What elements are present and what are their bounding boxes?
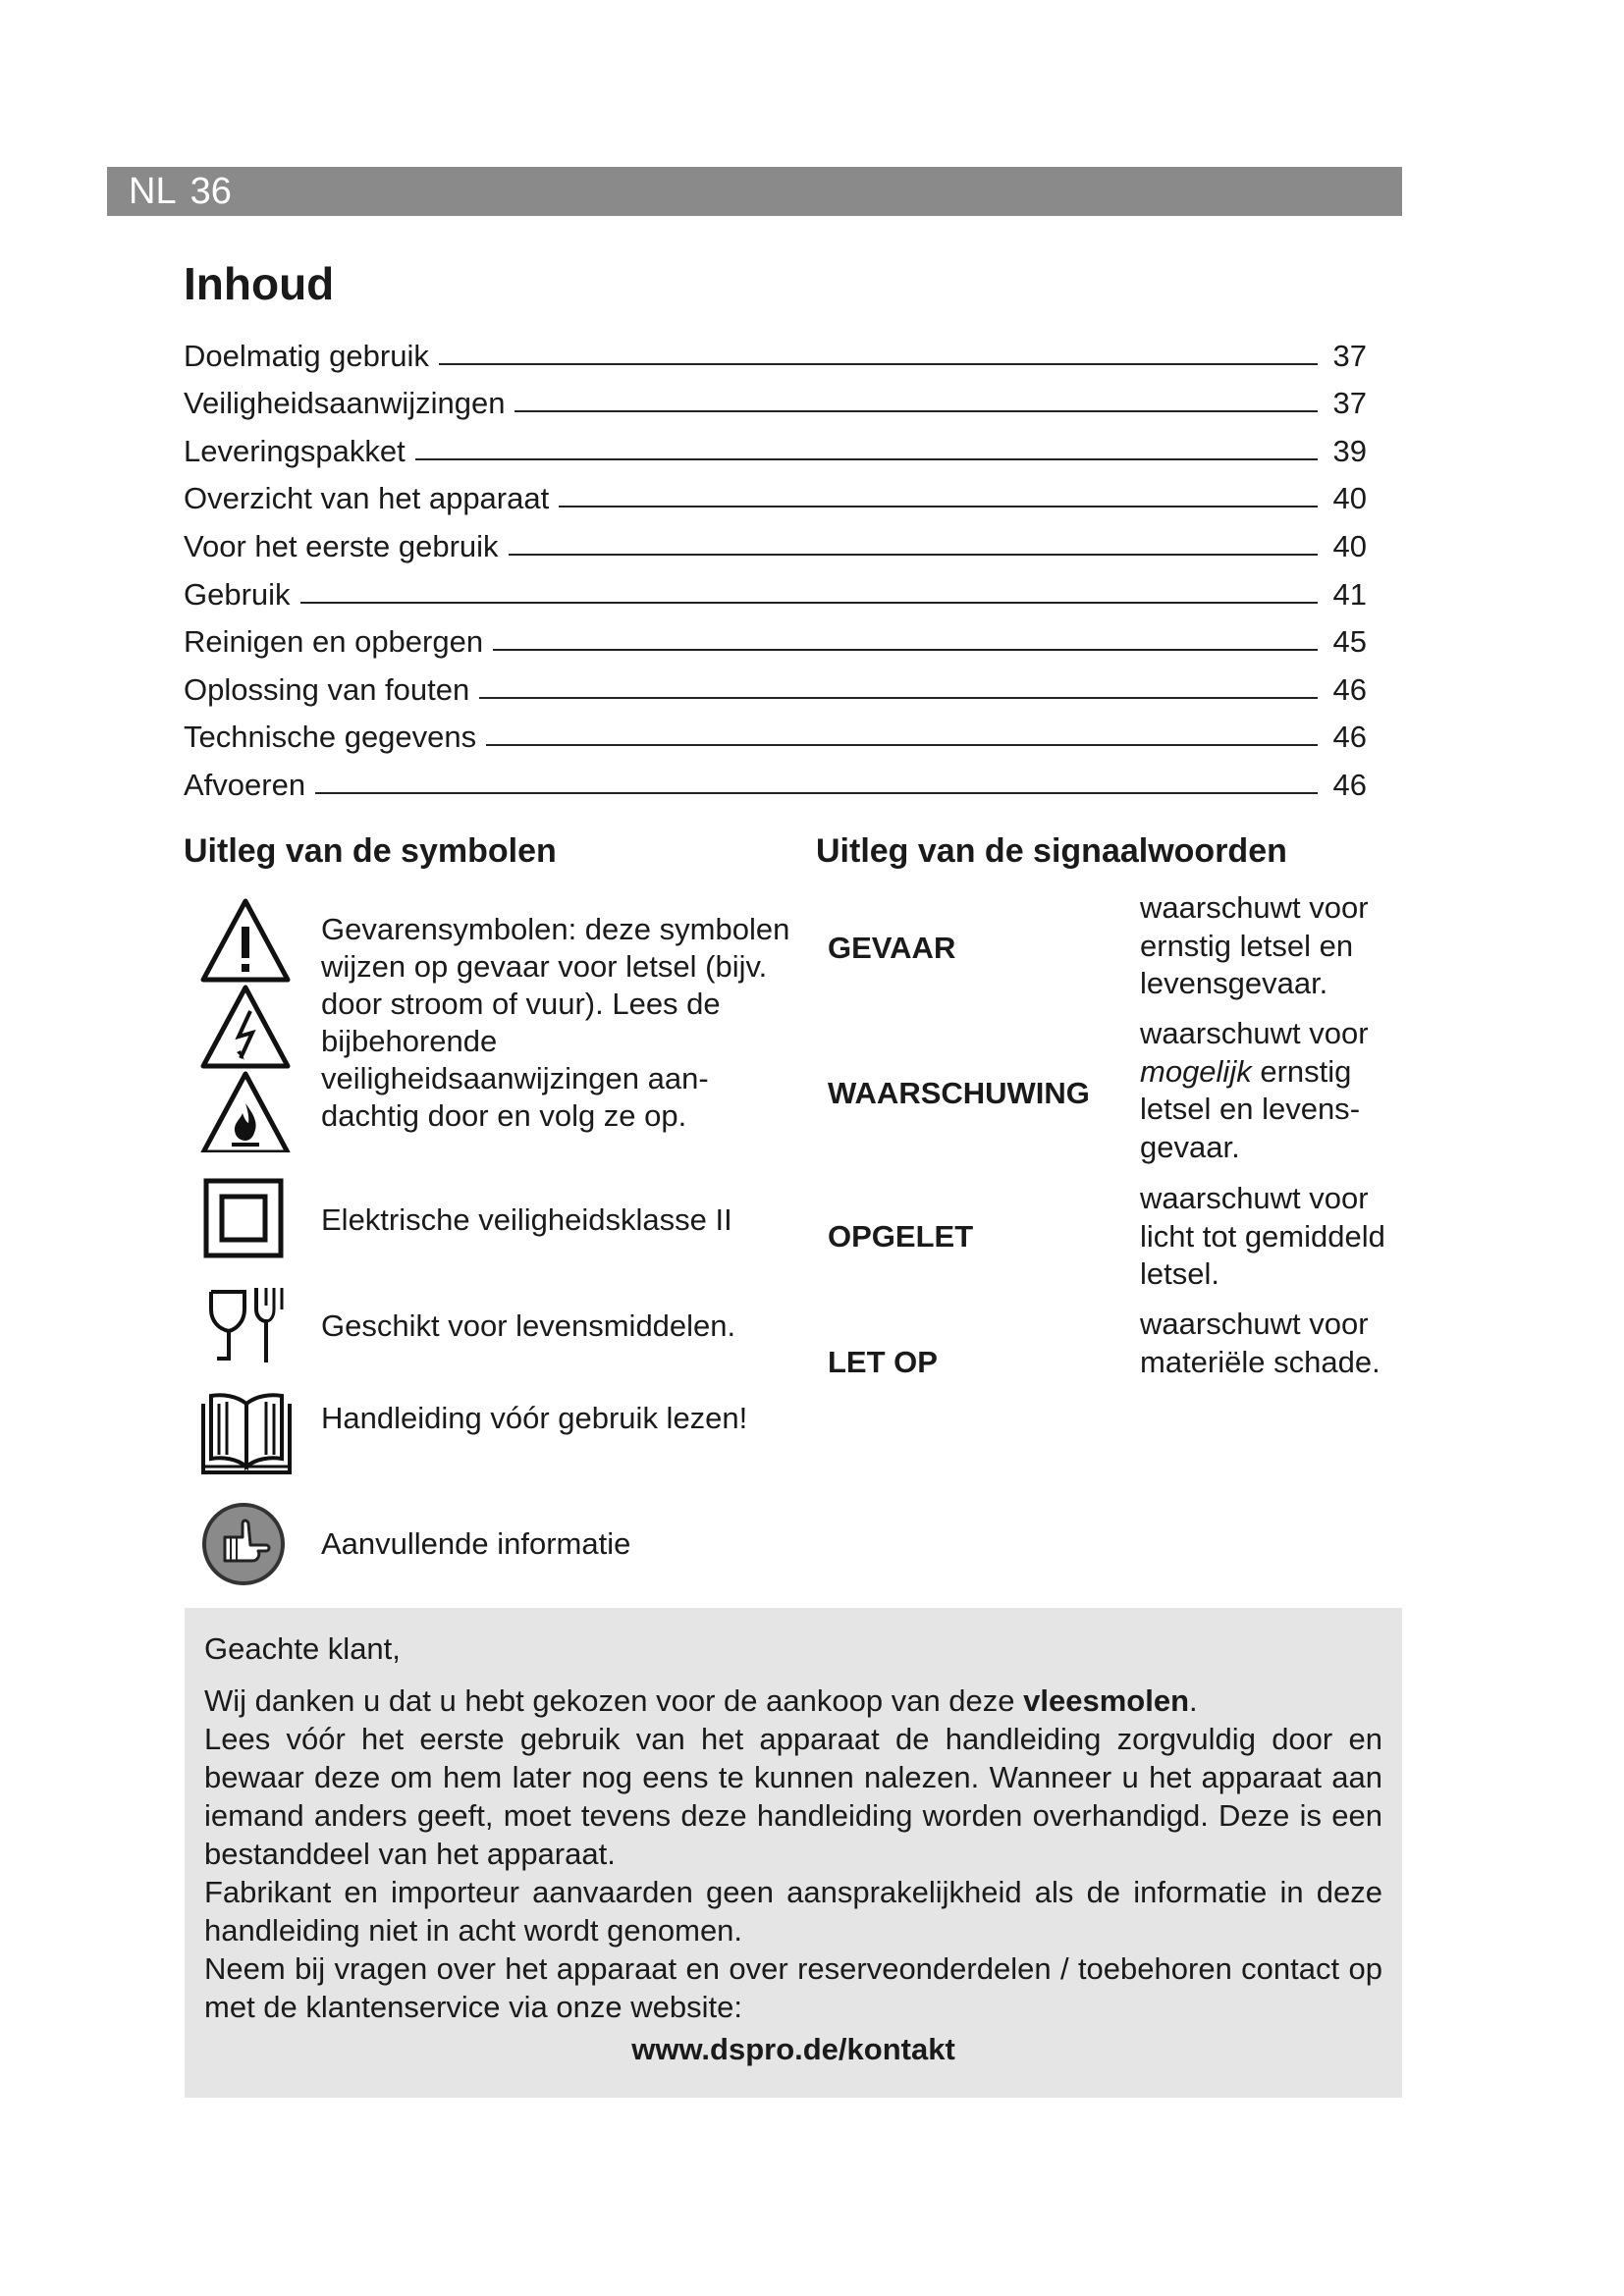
toc-item-label: Veiligheidsaanwijzingen <box>184 386 506 421</box>
signal-word-opgelet: OPGELET <box>828 1219 974 1254</box>
read-manual-entry <box>184 1390 792 1480</box>
manual-instructions-paragraph: Lees vóór het eerste gebruik van het apparaat de handleiding zorgvuldig door en bewaar deze om hem later nog eens te kunnen nalezen. Wanneer u het apparaat aan iemand anders geeft, moet tevens deze handleiding worden overhandigd. Deze is een bestanddeel van het apparaat. <box>204 1722 1382 1871</box>
toc-item-page: 41 <box>1332 576 1367 612</box>
warning-triangles-icon <box>199 895 292 1152</box>
hazard-symbols-description: Gevarensymbolen: deze symbolen wijzen op gevaar voor letsel (bijv. door stroom of vuur). Lees de bijbehorende veiligheidsaanwijzingen aandachtig door en volg ze op. <box>321 912 790 1133</box>
toc-item[interactable] <box>184 613 1367 661</box>
signal-desc-text: ernstig letsel en levensgevaar. <box>1140 1053 1361 1164</box>
contact-paragraph: Neem bij vragen over het apparaat en over reserveonderdelen / toebehoren contact op met de klantenservice via onze website: <box>204 1951 1382 2024</box>
toc-leader-line <box>479 697 1318 699</box>
food-safe-glass-fork-icon <box>207 1284 286 1368</box>
signal-desc-opgelet: waarschuwt voor licht tot gemiddeld letsel. <box>1140 1181 1385 1291</box>
toc-item-page: 45 <box>1332 624 1367 660</box>
double-insulation-icon <box>203 1178 286 1260</box>
toc-item-label: Oplossing van fouten <box>184 671 470 707</box>
toc-item[interactable] <box>184 326 1367 374</box>
signal-word-gevaar: GEVAAR <box>828 931 956 965</box>
language-code: NL <box>129 171 177 212</box>
support-website-link[interactable]: www.dspro.de/kontakt <box>631 2032 955 2066</box>
toc-item[interactable] <box>184 660 1367 708</box>
signal-desc-text: waarschuwt voor <box>1140 1016 1369 1050</box>
toc-item-page: 37 <box>1332 338 1367 373</box>
toc-item-label: Overzicht van het apparaat <box>184 481 550 516</box>
signal-word-let-op: LET OP <box>828 1345 938 1379</box>
toc-title: Inhoud <box>184 258 335 309</box>
toc-item[interactable] <box>184 374 1367 422</box>
toc-item-label: Reinigen en opbergen <box>184 624 484 660</box>
toc-item[interactable] <box>184 708 1367 756</box>
toc-leader-line <box>415 458 1318 460</box>
fire-warning-icon <box>203 1074 288 1152</box>
toc-item[interactable] <box>184 755 1367 803</box>
signal-words-section-title: Uitleg van de signaalwoorden <box>816 832 1287 870</box>
toc-item-page: 40 <box>1332 481 1367 516</box>
signal-desc-let-op: waarschuwt voor materiële schade. <box>1140 1307 1380 1379</box>
toc-item-label: Voor het eerste gebruik <box>184 528 499 563</box>
additional-info-description: Aanvullende informatie <box>321 1526 631 1561</box>
food-safe-entry <box>184 1284 792 1368</box>
page-number: 36 <box>189 171 232 212</box>
toc-item-page: 39 <box>1332 433 1367 468</box>
greeting: Geachte klant, <box>204 1631 401 1666</box>
signal-desc-gevaar: waarschuwt voor ernstig letsel en levensgevaar. <box>1140 890 1369 1000</box>
toc-item[interactable] <box>184 421 1367 469</box>
toc-item[interactable] <box>184 469 1367 517</box>
toc-item-label: Technische gegevens <box>184 720 477 755</box>
toc-item[interactable] <box>184 516 1367 564</box>
toc-item-page: 46 <box>1332 720 1367 755</box>
toc-leader-line <box>486 744 1318 746</box>
thanks-text: Wij danken u dat u hebt gekozen voor de aankoop van deze <box>204 1683 1024 1718</box>
class-ii-description: Elektrische veiligheidsklasse II <box>321 1202 732 1237</box>
signal-desc-emphasis: mogelijk <box>1140 1053 1252 1089</box>
class-ii-entry <box>184 1178 792 1260</box>
toc-item-label: Doelmatig gebruik <box>184 338 429 373</box>
thanks-punctuation: . <box>1189 1683 1198 1718</box>
read-manual-description: Handleiding vóór gebruik lezen! <box>321 1401 748 1435</box>
toc-item-label: Leveringspakket <box>184 433 406 468</box>
customer-notice-box <box>185 1608 1402 2098</box>
toc-leader-line <box>300 602 1318 604</box>
thanks-paragraph <box>204 1682 1382 1720</box>
signal-word-waarschuwing: WAARSCHUWING <box>828 1076 1090 1110</box>
toc-leader-line <box>439 363 1318 365</box>
info-hand-icon <box>201 1502 286 1586</box>
table-of-contents <box>184 326 1367 803</box>
page-header-bar <box>107 167 1402 216</box>
electric-warning-icon <box>203 988 288 1066</box>
toc-leader-line <box>493 649 1318 651</box>
general-warning-icon <box>203 901 288 980</box>
symbols-section-title: Uitleg van de symbolen <box>184 832 557 870</box>
toc-leader-line <box>509 554 1318 556</box>
toc-item[interactable] <box>184 564 1367 613</box>
signal-desc-waarschuwing <box>1140 1015 1395 1166</box>
product-name: vleesmolen <box>1023 1683 1190 1718</box>
toc-item-page: 46 <box>1332 767 1367 802</box>
food-safe-description: Geschikt voor levensmiddelen. <box>321 1308 736 1343</box>
hazard-symbols-entry <box>184 895 792 1150</box>
toc-leader-line <box>514 410 1318 412</box>
read-manual-book-icon <box>197 1390 296 1480</box>
toc-leader-line <box>315 792 1318 794</box>
liability-paragraph: Fabrikant en importeur aanvaarden geen aansprakelijkheid als de informatie in deze handleiding niet in acht wordt genomen. <box>204 1875 1382 1948</box>
toc-item-page: 40 <box>1332 528 1367 563</box>
toc-item-label: Afvoeren <box>184 767 306 802</box>
toc-leader-line <box>559 506 1318 507</box>
toc-item-label: Gebruik <box>184 576 291 612</box>
toc-item-page: 37 <box>1332 386 1367 421</box>
additional-info-entry <box>184 1502 792 1586</box>
toc-item-page: 46 <box>1332 671 1367 707</box>
